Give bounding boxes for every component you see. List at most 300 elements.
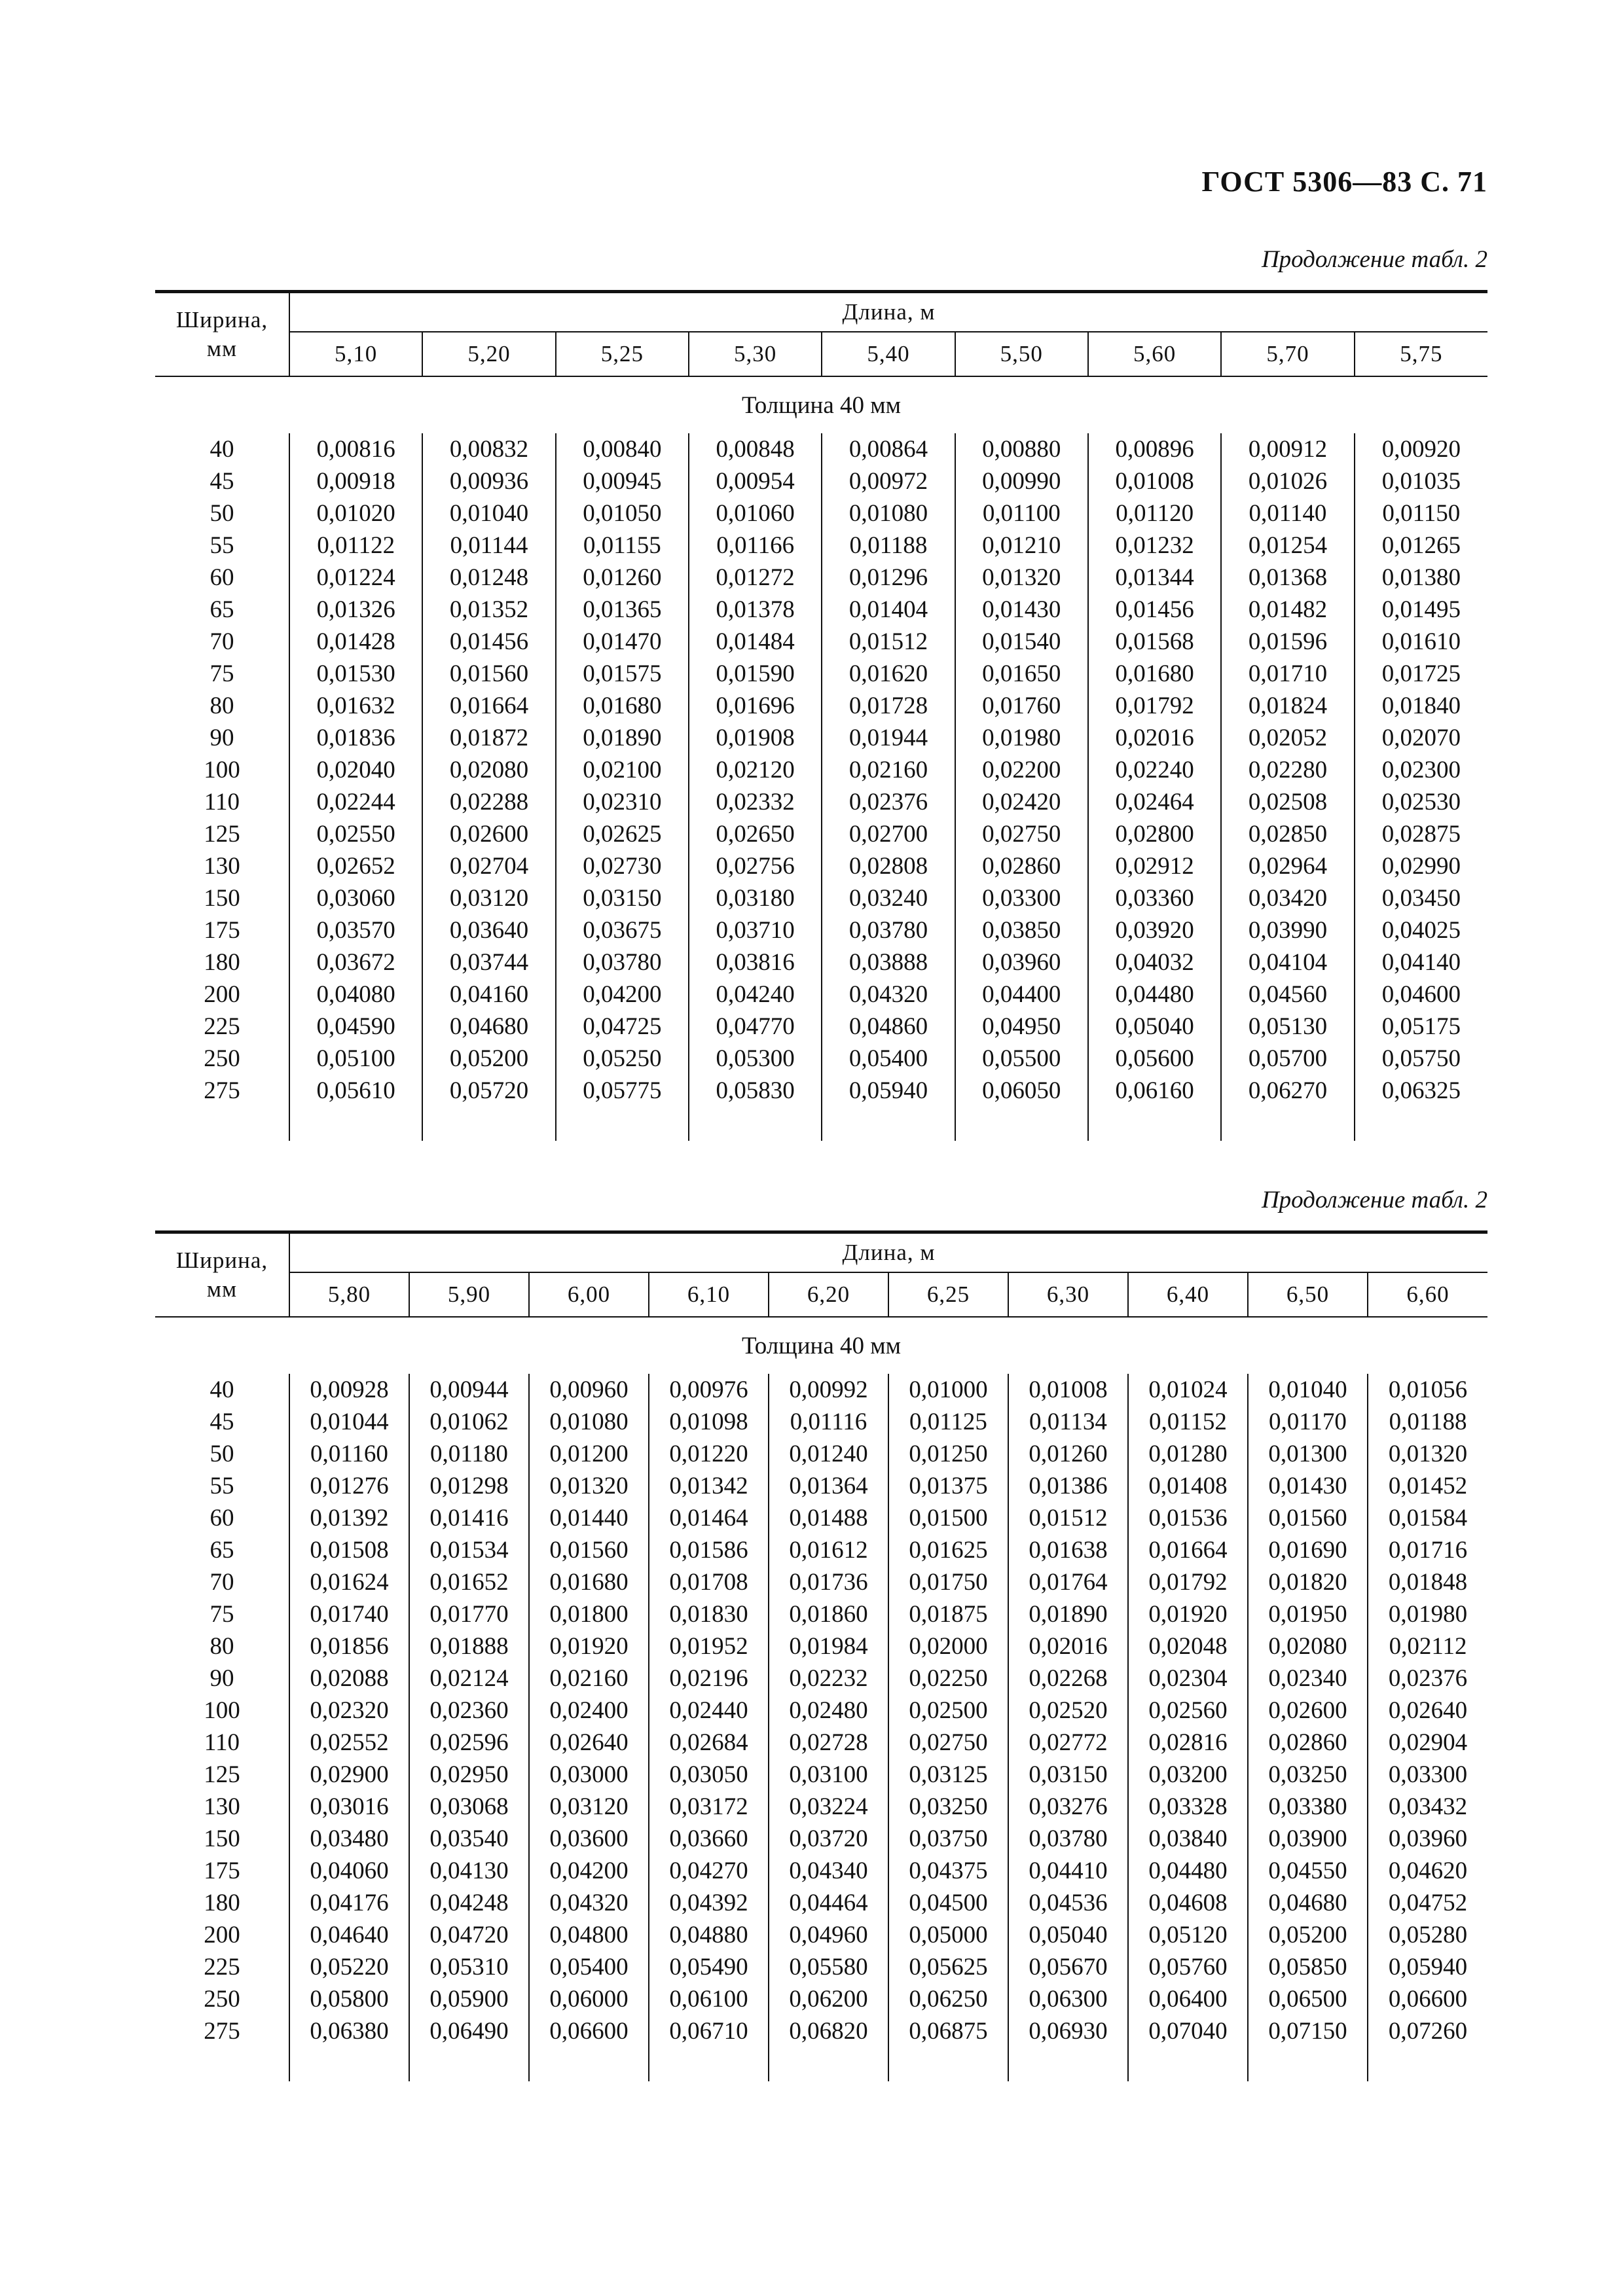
volume-cell: 0,02100 xyxy=(556,754,689,786)
volume-cell: 0,02080 xyxy=(422,754,555,786)
width-value: 130 xyxy=(204,853,240,880)
volume-cell: 0,04104 xyxy=(1221,946,1354,978)
volume-cell: 0,01120 xyxy=(1088,497,1221,529)
volume-cell: 0,01716 xyxy=(1368,1534,1487,1566)
volume-cell: 0,03888 xyxy=(822,946,955,978)
volume-cell: 0,03850 xyxy=(955,914,1088,946)
width-value: 70 xyxy=(210,628,234,655)
length-column-header: 5,25 xyxy=(556,332,689,376)
volume-cell: 0,03640 xyxy=(422,914,555,946)
width-value: 55 xyxy=(210,532,234,559)
volume-cell: 0,05610 xyxy=(289,1075,422,1107)
volume-cell: 0,00945 xyxy=(556,465,689,497)
volume-cell: 0,03900 xyxy=(1248,1823,1368,1855)
volume-cell: 0,02875 xyxy=(1355,818,1487,850)
volume-cell: 0,02860 xyxy=(1248,1727,1368,1759)
volume-cell: 0,00972 xyxy=(822,465,955,497)
volume-cell: 0,01040 xyxy=(422,497,555,529)
volume-cell: 0,03100 xyxy=(769,1759,888,1791)
volume-cell: 0,03180 xyxy=(689,882,822,914)
volume-cell: 0,02560 xyxy=(1128,1695,1248,1727)
volume-cell: 0,01625 xyxy=(888,1534,1008,1566)
volume-cell: 0,01890 xyxy=(556,722,689,754)
volume-cell: 0,01848 xyxy=(1368,1566,1487,1598)
volume-cell: 0,06400 xyxy=(1128,1983,1248,2015)
volume-cell: 0,04550 xyxy=(1248,1855,1368,1887)
volume-cell: 0,00992 xyxy=(769,1374,888,1406)
volume-cell: 0,01125 xyxy=(888,1406,1008,1438)
table-row xyxy=(155,1566,1487,1598)
volume-cell: 0,01980 xyxy=(1368,1598,1487,1630)
volume-cell: 0,03380 xyxy=(1248,1791,1368,1823)
volume-cell: 0,01320 xyxy=(529,1470,649,1502)
continuation-label-2: Продолжение табл. 2 xyxy=(1261,1187,1487,1213)
volume-cell: 0,02600 xyxy=(422,818,555,850)
volume-cell: 0,01856 xyxy=(289,1630,409,1662)
volume-cell: 0,03276 xyxy=(1008,1791,1128,1823)
volume-cell: 0,01170 xyxy=(1248,1406,1368,1438)
volume-cell: 0,02500 xyxy=(888,1695,1008,1727)
volume-cell: 0,01144 xyxy=(422,529,555,562)
volume-cell: 0,00944 xyxy=(409,1374,529,1406)
volume-cell: 0,01824 xyxy=(1221,690,1354,722)
volume-cell: 0,01664 xyxy=(1128,1534,1248,1566)
volume-cell: 0,02520 xyxy=(1008,1695,1128,1727)
volume-cell: 0,04200 xyxy=(529,1855,649,1887)
volume-cell: 0,01736 xyxy=(769,1566,888,1598)
volume-cell: 0,03672 xyxy=(289,946,422,978)
volume-cell: 0,02912 xyxy=(1088,850,1221,882)
volume-cell: 0,02964 xyxy=(1221,850,1354,882)
volume-cell: 0,01024 xyxy=(1128,1374,1248,1406)
volume-cell: 0,01872 xyxy=(422,722,555,754)
volume-cell: 0,01464 xyxy=(649,1502,769,1534)
volume-cell: 0,00918 xyxy=(289,465,422,497)
header-row-lengths xyxy=(155,332,1487,376)
width-value: 75 xyxy=(210,660,234,687)
volume-cell: 0,05580 xyxy=(769,1951,888,1983)
volume-cell: 0,01610 xyxy=(1355,626,1487,658)
width-value: 50 xyxy=(210,500,234,527)
volume-cell: 0,01650 xyxy=(955,658,1088,690)
volume-cell: 0,04320 xyxy=(822,978,955,1011)
table-row xyxy=(155,465,1487,497)
volume-cell: 0,01484 xyxy=(689,626,822,658)
volume-cell: 0,01680 xyxy=(1088,658,1221,690)
width-value: 200 xyxy=(204,1922,240,1948)
volume-cell: 0,01584 xyxy=(1368,1502,1487,1534)
width-value: 180 xyxy=(204,1890,240,1916)
volume-cell: 0,00976 xyxy=(649,1374,769,1406)
volume-cell: 0,01265 xyxy=(1355,529,1487,562)
volume-cell: 0,01800 xyxy=(529,1598,649,1630)
page-header: ГОСТ 5306—83 С. 71 xyxy=(1201,166,1487,198)
table-row xyxy=(155,658,1487,690)
width-value: 275 xyxy=(204,1077,240,1104)
volume-cell: 0,02750 xyxy=(955,818,1088,850)
volume-cell: 0,03125 xyxy=(888,1759,1008,1791)
volume-cell: 0,03016 xyxy=(289,1791,409,1823)
volume-cell: 0,03960 xyxy=(1368,1823,1487,1855)
volume-cell: 0,03420 xyxy=(1221,882,1354,914)
volume-cell: 0,01456 xyxy=(422,626,555,658)
volume-cell: 0,01098 xyxy=(649,1406,769,1438)
volume-cell: 0,01050 xyxy=(556,497,689,529)
volume-cell: 0,00928 xyxy=(289,1374,409,1406)
width-value: 125 xyxy=(204,1761,240,1788)
volume-cell: 0,04392 xyxy=(649,1887,769,1919)
volume-cell: 0,02800 xyxy=(1088,818,1221,850)
volume-cell: 0,03060 xyxy=(289,882,422,914)
table-row xyxy=(155,1887,1487,1919)
table-row xyxy=(155,1727,1487,1759)
volume-cell: 0,01984 xyxy=(769,1630,888,1662)
width-value: 80 xyxy=(210,1633,234,1660)
volume-cell: 0,07260 xyxy=(1368,2015,1487,2047)
volume-cell: 0,05800 xyxy=(289,1983,409,2015)
volume-cell: 0,02250 xyxy=(888,1662,1008,1695)
volume-cell: 0,01276 xyxy=(289,1470,409,1502)
volume-table-1 xyxy=(155,290,1487,1141)
volume-cell: 0,01342 xyxy=(649,1470,769,1502)
tail-cell xyxy=(1008,2047,1128,2081)
volume-cell: 0,03780 xyxy=(822,914,955,946)
width-value: 225 xyxy=(204,1954,240,1981)
volume-cell: 0,02124 xyxy=(409,1662,529,1695)
volume-cell: 0,01536 xyxy=(1128,1502,1248,1534)
width-value: 275 xyxy=(204,2018,240,2045)
table-row xyxy=(155,1502,1487,1534)
volume-cell: 0,01200 xyxy=(529,1438,649,1470)
volume-cell: 0,02268 xyxy=(1008,1662,1128,1695)
volume-cell: 0,06490 xyxy=(409,2015,529,2047)
volume-cell: 0,01416 xyxy=(409,1502,529,1534)
table-tail-row xyxy=(155,1107,1487,1141)
volume-cell: 0,01440 xyxy=(529,1502,649,1534)
volume-cell: 0,04680 xyxy=(422,1011,555,1043)
volume-cell: 0,05120 xyxy=(1128,1919,1248,1951)
volume-cell: 0,02990 xyxy=(1355,850,1487,882)
volume-cell: 0,05000 xyxy=(888,1919,1008,1951)
length-header: Длина, м xyxy=(289,292,1487,332)
volume-cell: 0,02016 xyxy=(1088,722,1221,754)
volume-cell: 0,03250 xyxy=(888,1791,1008,1823)
width-value: 90 xyxy=(210,1665,234,1692)
volume-cell: 0,02772 xyxy=(1008,1727,1128,1759)
volume-cell: 0,02112 xyxy=(1368,1630,1487,1662)
volume-cell: 0,06325 xyxy=(1355,1075,1487,1107)
length-column-header: 6,00 xyxy=(529,1272,649,1317)
volume-cell: 0,02088 xyxy=(289,1662,409,1695)
volume-cell: 0,04340 xyxy=(769,1855,888,1887)
volume-cell: 0,03200 xyxy=(1128,1759,1248,1791)
volume-cell: 0,01495 xyxy=(1355,594,1487,626)
table-row xyxy=(155,626,1487,658)
volume-cell: 0,03480 xyxy=(289,1823,409,1855)
volume-cell: 0,02750 xyxy=(888,1727,1008,1759)
volume-cell: 0,02070 xyxy=(1355,722,1487,754)
volume-cell: 0,00840 xyxy=(556,433,689,465)
width-value: 110 xyxy=(204,1729,240,1756)
volume-cell: 0,01508 xyxy=(289,1534,409,1566)
volume-cell: 0,02904 xyxy=(1368,1727,1487,1759)
length-column-header: 5,75 xyxy=(1355,332,1487,376)
volume-cell: 0,01820 xyxy=(1248,1566,1368,1598)
volume-cell: 0,01680 xyxy=(556,690,689,722)
volume-cell: 0,03000 xyxy=(529,1759,649,1791)
volume-cell: 0,01708 xyxy=(649,1566,769,1598)
volume-cell: 0,02280 xyxy=(1221,754,1354,786)
volume-cell: 0,01950 xyxy=(1248,1598,1368,1630)
volume-cell: 0,04080 xyxy=(289,978,422,1011)
width-value: 150 xyxy=(204,1825,240,1852)
tail-cell xyxy=(1368,2047,1487,2081)
volume-cell: 0,04464 xyxy=(769,1887,888,1919)
volume-cell: 0,02730 xyxy=(556,850,689,882)
volume-cell: 0,04860 xyxy=(822,1011,955,1043)
volume-cell: 0,05040 xyxy=(1088,1011,1221,1043)
volume-cell: 0,01750 xyxy=(888,1566,1008,1598)
volume-cell: 0,05500 xyxy=(955,1043,1088,1075)
volume-cell: 0,01590 xyxy=(689,658,822,690)
width-value: 180 xyxy=(204,949,240,976)
volume-cell: 0,03150 xyxy=(1008,1759,1128,1791)
length-column-header: 6,60 xyxy=(1368,1272,1487,1317)
volume-cell: 0,05200 xyxy=(422,1043,555,1075)
volume-cell: 0,04025 xyxy=(1355,914,1487,946)
volume-cell: 0,04752 xyxy=(1368,1887,1487,1919)
volume-cell: 0,06380 xyxy=(289,2015,409,2047)
length-column-header: 5,40 xyxy=(822,332,955,376)
volume-cell: 0,01062 xyxy=(409,1406,529,1438)
volume-cell: 0,03675 xyxy=(556,914,689,946)
volume-cell: 0,04270 xyxy=(649,1855,769,1887)
length-column-header: 6,30 xyxy=(1008,1272,1128,1317)
table-row xyxy=(155,1011,1487,1043)
volume-cell: 0,01364 xyxy=(769,1470,888,1502)
volume-cell: 0,02640 xyxy=(1368,1695,1487,1727)
volume-cell: 0,04480 xyxy=(1128,1855,1248,1887)
volume-cell: 0,05490 xyxy=(649,1951,769,1983)
tail-cell xyxy=(409,2047,529,2081)
volume-cell: 0,05850 xyxy=(1248,1951,1368,1983)
table-row xyxy=(155,690,1487,722)
volume-cell: 0,01160 xyxy=(289,1438,409,1470)
volume-cell: 0,01560 xyxy=(529,1534,649,1566)
volume-cell: 0,03300 xyxy=(955,882,1088,914)
thickness-label: Толщина 40 мм xyxy=(741,1332,902,1359)
volume-cell: 0,06600 xyxy=(529,2015,649,2047)
volume-cell: 0,05300 xyxy=(689,1043,822,1075)
volume-cell: 0,02650 xyxy=(689,818,822,850)
volume-cell: 0,01860 xyxy=(769,1598,888,1630)
volume-cell: 0,02244 xyxy=(289,786,422,818)
width-value: 200 xyxy=(204,981,240,1008)
width-value: 250 xyxy=(204,1045,240,1072)
volume-cell: 0,06300 xyxy=(1008,1983,1128,2015)
volume-cell: 0,01534 xyxy=(409,1534,529,1566)
volume-cell: 0,04400 xyxy=(955,978,1088,1011)
volume-cell: 0,02950 xyxy=(409,1759,529,1791)
volume-cell: 0,04410 xyxy=(1008,1855,1128,1887)
table-row xyxy=(155,1534,1487,1566)
length-column-header: 5,70 xyxy=(1221,332,1354,376)
volume-cell: 0,03750 xyxy=(888,1823,1008,1855)
volume-cell: 0,03172 xyxy=(649,1791,769,1823)
volume-cell: 0,02508 xyxy=(1221,786,1354,818)
volume-cell: 0,06200 xyxy=(769,1983,888,2015)
tail-cell xyxy=(955,1107,1088,1141)
volume-cell: 0,02196 xyxy=(649,1662,769,1695)
volume-cell: 0,04500 xyxy=(888,1887,1008,1919)
volume-cell: 0,02304 xyxy=(1128,1662,1248,1695)
volume-cell: 0,04200 xyxy=(556,978,689,1011)
width-value: 45 xyxy=(210,1408,234,1435)
volume-cell: 0,04960 xyxy=(769,1919,888,1951)
volume-cell: 0,01620 xyxy=(822,658,955,690)
table-row xyxy=(155,562,1487,594)
volume-cell: 0,03540 xyxy=(409,1823,529,1855)
volume-cell: 0,02756 xyxy=(689,850,822,882)
volume-cell: 0,03710 xyxy=(689,914,822,946)
tail-cell xyxy=(1128,2047,1248,2081)
volume-cell: 0,06000 xyxy=(529,1983,649,2015)
volume-cell: 0,05200 xyxy=(1248,1919,1368,1951)
length-column-header: 5,30 xyxy=(689,332,822,376)
thickness-label: Толщина 40 мм xyxy=(741,391,902,419)
table-tail-row xyxy=(155,2047,1487,2081)
length-column-header: 5,20 xyxy=(422,332,555,376)
volume-cell: 0,06875 xyxy=(888,2015,1008,2047)
volume-cell: 0,01240 xyxy=(769,1438,888,1470)
length-column-header: 6,20 xyxy=(769,1272,888,1317)
table-row xyxy=(155,978,1487,1011)
volume-cell: 0,03250 xyxy=(1248,1759,1368,1791)
volume-cell: 0,07040 xyxy=(1128,2015,1248,2047)
volume-cell: 0,01116 xyxy=(769,1406,888,1438)
tail-cell xyxy=(822,1107,955,1141)
width-value: 50 xyxy=(210,1441,234,1467)
length-column-header: 5,50 xyxy=(955,332,1088,376)
volume-cell: 0,05280 xyxy=(1368,1919,1487,1951)
tail-cell xyxy=(1088,1107,1221,1141)
volume-cell: 0,06710 xyxy=(649,2015,769,2047)
volume-cell: 0,01888 xyxy=(409,1630,529,1662)
tail-cell xyxy=(556,1107,689,1141)
volume-cell: 0,01428 xyxy=(289,626,422,658)
volume-cell: 0,00990 xyxy=(955,465,1088,497)
volume-cell: 0,06100 xyxy=(649,1983,769,2015)
volume-cell: 0,01652 xyxy=(409,1566,529,1598)
volume-cell: 0,04950 xyxy=(955,1011,1088,1043)
volume-cell: 0,00936 xyxy=(422,465,555,497)
volume-cell: 0,02600 xyxy=(1248,1695,1368,1727)
volume-cell: 0,05700 xyxy=(1221,1043,1354,1075)
volume-cell: 0,00848 xyxy=(689,433,822,465)
table-row xyxy=(155,1695,1487,1727)
volume-cell: 0,01035 xyxy=(1355,465,1487,497)
table-row xyxy=(155,1662,1487,1695)
volume-cell: 0,05940 xyxy=(1368,1951,1487,1983)
volume-cell: 0,01008 xyxy=(1088,465,1221,497)
width-value: 45 xyxy=(210,468,234,495)
volume-cell: 0,05940 xyxy=(822,1075,955,1107)
volume-cell: 0,02700 xyxy=(822,818,955,850)
volume-cell: 0,03450 xyxy=(1355,882,1487,914)
width-value: 100 xyxy=(204,1697,240,1724)
table-row xyxy=(155,722,1487,754)
volume-cell: 0,01365 xyxy=(556,594,689,626)
tail-cell xyxy=(529,2047,649,2081)
table-row xyxy=(155,1598,1487,1630)
length-column-header: 5,60 xyxy=(1088,332,1221,376)
volume-cell: 0,01725 xyxy=(1355,658,1487,690)
volume-cell: 0,06050 xyxy=(955,1075,1088,1107)
volume-cell: 0,04725 xyxy=(556,1011,689,1043)
volume-cell: 0,01530 xyxy=(289,658,422,690)
volume-cell: 0,03050 xyxy=(649,1759,769,1791)
volume-cell: 0,01408 xyxy=(1128,1470,1248,1502)
volume-cell: 0,05100 xyxy=(289,1043,422,1075)
volume-cell: 0,05400 xyxy=(529,1951,649,1983)
volume-cell: 0,01952 xyxy=(649,1630,769,1662)
volume-cell: 0,03840 xyxy=(1128,1823,1248,1855)
volume-cell: 0,05625 xyxy=(888,1951,1008,1983)
table-row xyxy=(155,914,1487,946)
tail-cell xyxy=(155,2047,289,2081)
volume-cell: 0,04130 xyxy=(409,1855,529,1887)
volume-cell: 0,04320 xyxy=(529,1887,649,1919)
header-row-length xyxy=(155,292,1487,332)
length-column-header: 6,40 xyxy=(1128,1272,1248,1317)
volume-cell: 0,00920 xyxy=(1355,433,1487,465)
volume-cell: 0,04160 xyxy=(422,978,555,1011)
volume-cell: 0,01020 xyxy=(289,497,422,529)
volume-cell: 0,01560 xyxy=(422,658,555,690)
volume-cell: 0,02480 xyxy=(769,1695,888,1727)
volume-cell: 0,05400 xyxy=(822,1043,955,1075)
tail-cell xyxy=(289,1107,422,1141)
volume-cell: 0,05220 xyxy=(289,1951,409,1983)
volume-cell: 0,01150 xyxy=(1355,497,1487,529)
volume-cell: 0,00880 xyxy=(955,433,1088,465)
table-row xyxy=(155,1075,1487,1107)
volume-cell: 0,03150 xyxy=(556,882,689,914)
table-row xyxy=(155,1759,1487,1791)
volume-cell: 0,06500 xyxy=(1248,1983,1368,2015)
volume-cell: 0,04620 xyxy=(1368,1855,1487,1887)
volume-cell: 0,01248 xyxy=(422,562,555,594)
volume-cell: 0,01000 xyxy=(888,1374,1008,1406)
volume-cell: 0,01155 xyxy=(556,529,689,562)
tail-cell xyxy=(769,2047,888,2081)
volume-cell: 0,03328 xyxy=(1128,1791,1248,1823)
volume-cell: 0,05750 xyxy=(1355,1043,1487,1075)
volume-cell: 0,04176 xyxy=(289,1887,409,1919)
volume-cell: 0,01220 xyxy=(649,1438,769,1470)
volume-cell: 0,04880 xyxy=(649,1919,769,1951)
volume-cell: 0,01378 xyxy=(689,594,822,626)
volume-cell: 0,03780 xyxy=(1008,1823,1128,1855)
width-value: 55 xyxy=(210,1473,234,1499)
volume-cell: 0,01152 xyxy=(1128,1406,1248,1438)
volume-cell: 0,02860 xyxy=(955,850,1088,882)
volume-cell: 0,00960 xyxy=(529,1374,649,1406)
volume-cell: 0,06820 xyxy=(769,2015,888,2047)
volume-cell: 0,02530 xyxy=(1355,786,1487,818)
tail-cell xyxy=(888,2047,1008,2081)
volume-cell: 0,02440 xyxy=(649,1695,769,1727)
